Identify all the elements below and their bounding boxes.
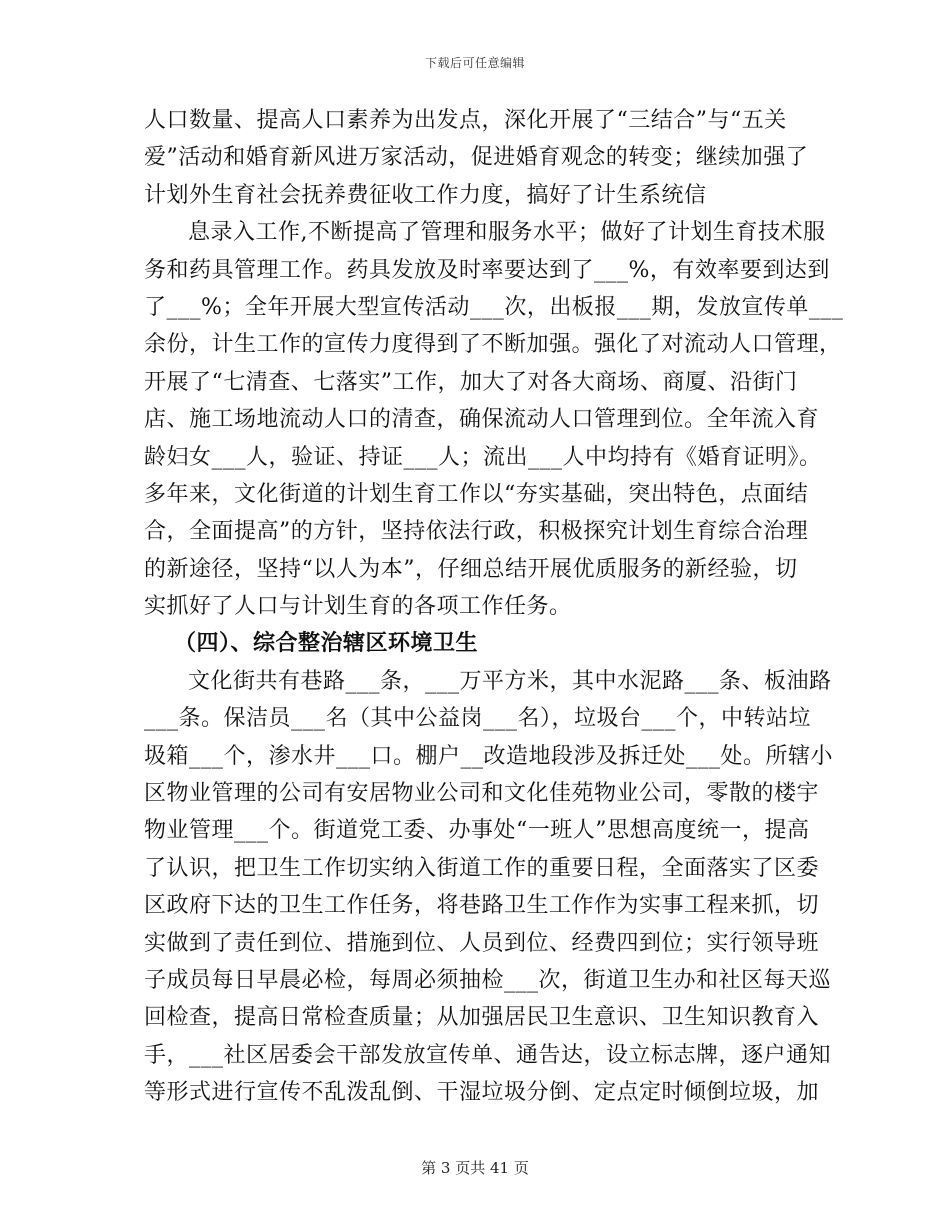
page-footer: 第 3 页共 41 页 <box>421 1159 529 1177</box>
body-text <box>144 102 844 1112</box>
text-line: 合，全面提高”的方针，坚持依法行政，积极探究计划生育综合治理 <box>144 519 809 545</box>
text-line: 圾箱___个，渗水井___口。棚户__改造地段涉及拆迁处___处。所辖小 <box>144 743 834 769</box>
text-line: 息录入工作,不断提高了管理和服务水平；做好了计划生育技术服 <box>188 220 826 246</box>
text-line: 了___%；全年开展大型宣传活动___次，出板报___期，发放宣传单___ <box>144 294 844 320</box>
text-line: 开展了“七清查、七落实”工作，加大了对各大商场、商厦、沿街门 <box>144 369 798 395</box>
page-header: 下载后可任意编辑 <box>424 56 525 70</box>
text-line: 区政府下达的卫生工作任务，将巷路卫生工作作为实事工程来抓，切 <box>144 893 820 919</box>
section-heading: （四）、综合整治辖区环境卫生 <box>174 631 479 657</box>
text-line: ___条。保洁员___名（其中公益岗___名），垃圾台___个，中转站垃 <box>144 706 812 732</box>
text-line: 爱”活动和婚育新风进万家活动，促进婚育观念的转变；继续加强了 <box>144 145 809 171</box>
text-line: 计划外生育社会抚养费征收工作力度，搞好了计生系统信 <box>144 182 707 208</box>
text-line: 区物业管理的公司有安居物业公司和文化佳苑物业公司，零散的楼宇 <box>144 781 820 807</box>
text-line: 人口数量、提高人口素养为出发点，深化开展了“三结合”与“五关 <box>144 108 787 133</box>
text-line: 实抓好了人口与计划生育的各项工作任务。 <box>144 594 572 620</box>
text-line: 子成员每日早晨必检，每周必须抽检___次，街道卫生办和社区每天巡 <box>144 967 832 993</box>
text-line: 实做到了责任到位、措施到位、人员到位、经费四到位；实行领导班 <box>144 930 820 956</box>
text-line: 手，___社区居委会干部发放宣传单、通告达，设立标志牌，逐户通知 <box>144 1042 832 1068</box>
text-line: 多年来，文化街道的计划生育工作以“夯实基础，突出特色，点面结 <box>144 481 809 507</box>
text-line: 余份，计生工作的宣传力度得到了不断加强。强化了对流动人口管理， <box>144 332 842 358</box>
text-line: 等形式进行宣传不乱泼乱倒、干湿垃圾分倒、定点定时倾倒垃圾，加 <box>144 1080 820 1106</box>
text-line: 店、施工场地流动人口的清查，确保流动人口管理到位。全年流入育 <box>144 407 820 433</box>
text-line: 了认识，把卫生工作切实纳入街道工作的重要日程，全面落实了区委 <box>144 855 820 881</box>
text-line: 回检查，提高日常检查质量；从加强居民卫生意识、卫生知识教育入 <box>144 1005 820 1031</box>
text-line: 龄妇女___人，验证、持证___人；流出___人中均持有《婚育证明》。 <box>144 444 822 470</box>
text-line: 的新途径，坚持“以人为本”，仔细总结开展优质服务的新经验，切 <box>144 556 798 582</box>
text-line: 文化街共有巷路___条，___万平方米，其中水泥路___条、板油路 <box>188 668 832 694</box>
text-line: 务和药具管理工作。药具发放及时率要达到了___%，有效率要到达到 <box>144 257 830 283</box>
text-line: 物业管理___个。街道党工委、办事处“一班人”思想高度统一，提高 <box>144 818 810 844</box>
